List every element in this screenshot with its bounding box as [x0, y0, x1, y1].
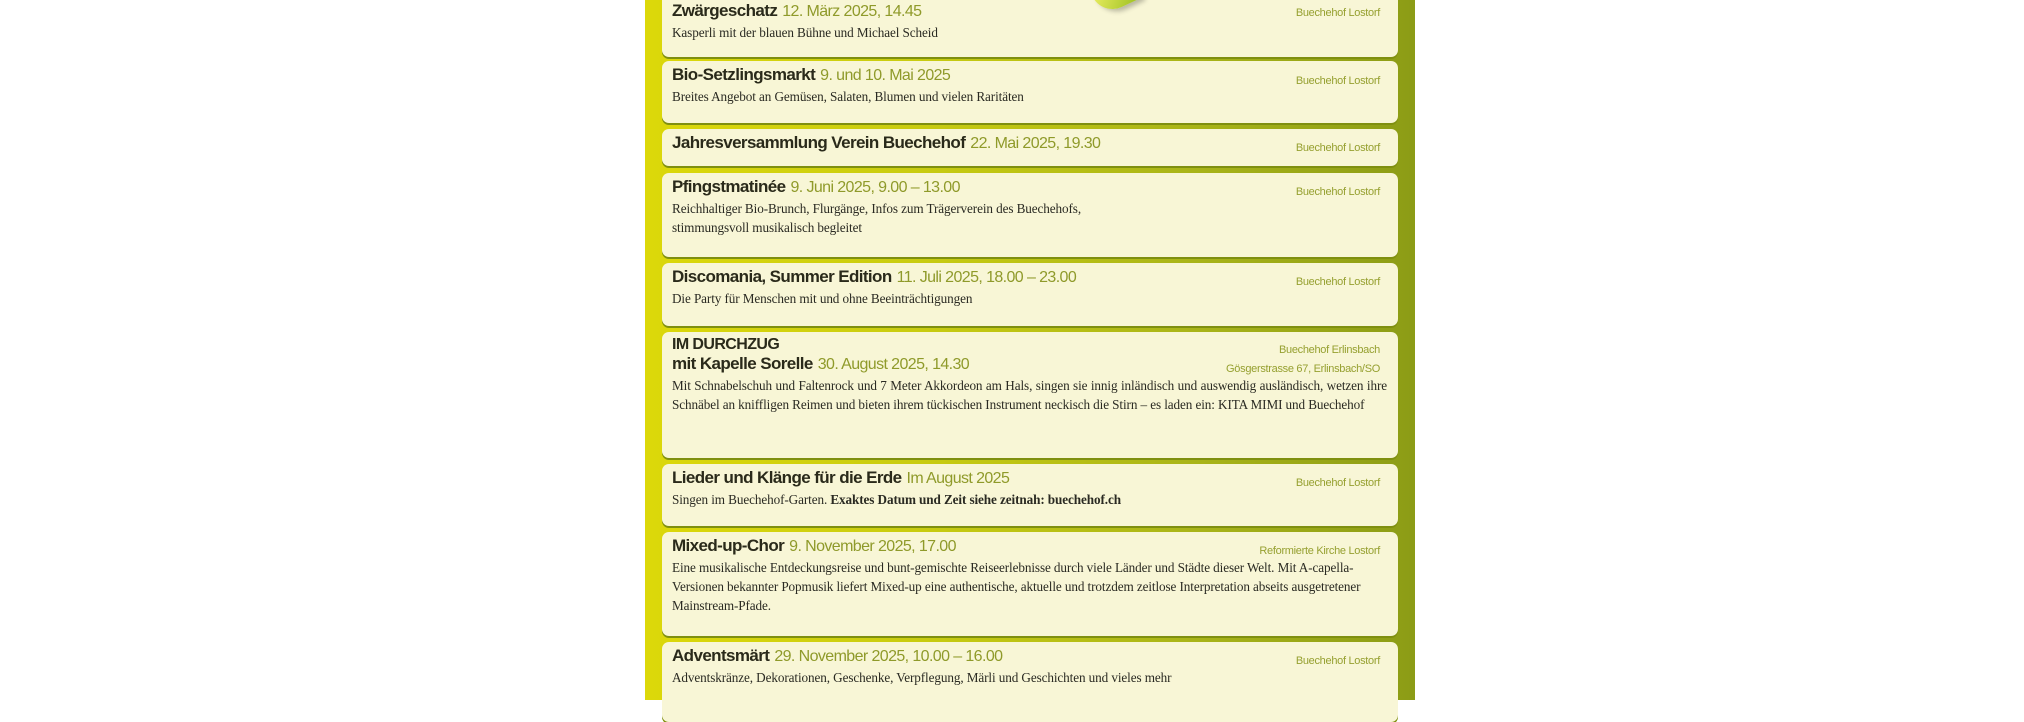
event-card: [662, 642, 1398, 722]
event-card: [662, 173, 1398, 257]
event-location: Buechehof Lostorf: [1295, 142, 1380, 154]
event-location: Buechehof Lostorf: [1295, 7, 1380, 19]
event-title: Lieder und Klänge für die Erde: [672, 468, 902, 487]
event-description: Adventskränze, Dekorationen, Geschenke, Verpflegung, Märli und Geschichten und vieles mehr: [672, 670, 1172, 685]
event-description: Eine musikalische Entdeckungsreise und bunt-gemischte Reiseerlebnisse durch viele Länder und Städte dieser Welt. Mit A-capella-Versionen bekannter Popmusik liefert Mixed-up eine authentische, aktuelle und trotzdem zeitlose Interpretation abseits ausgetretener Mainstream-Pfade.: [672, 560, 1361, 613]
event-card: [662, 263, 1398, 326]
event-date: 29. November 2025, 10.00 – 16.00: [774, 648, 1003, 665]
event-description: Reichhaltiger Bio-Brunch, Flurgänge, Infos zum Trägerverein des Buechehofs, stimmungsvoll musikalisch begleitet: [672, 201, 1082, 235]
event-location: Buechehof Lostorf: [1295, 276, 1380, 288]
event-location: Buechehof Lostorf: [1295, 655, 1380, 667]
event-description: Singen im Buechehof-Garten.: [672, 492, 828, 507]
event-title-line1: IM DURCHZUG: [672, 336, 780, 353]
event-date: Im August 2025: [906, 470, 1010, 487]
event-title: Pfingstmatinée: [672, 177, 786, 196]
event-title: Mixed-up-Chor: [672, 536, 785, 555]
event-date: 12. März 2025, 14.45: [782, 3, 922, 20]
event-title: Discomania, Summer Edition: [672, 267, 892, 286]
event-location: Buechehof Lostorf: [1295, 186, 1380, 198]
event-location: Buechehof Lostorf: [1295, 477, 1380, 489]
event-title: Zwärgeschatz: [672, 1, 778, 20]
event-location: Reformierte Kirche Lostorf: [1259, 545, 1380, 557]
event-card: [662, 61, 1398, 123]
event-website-note: Exaktes Datum und Zeit siehe zeitnah: buechehof.ch: [830, 492, 1121, 507]
event-description: Breites Angebot an Gemüsen, Salaten, Blumen und vielen Raritäten: [672, 89, 1024, 104]
event-card: [662, 532, 1398, 636]
event-description: Mit Schnabelschuh und Faltenrock und 7 Meter Akkordeon am Hals, singen sie innig inländisch und auswendig ausländisch, wetzen ihre Schnäbel an kniffligen Reimen und bieten ihrem tückischen Instrument neckisch die Stirn – es laden ein: KITA MIMI und Buechehof: [672, 378, 1387, 412]
event-description: Kasperli mit der blauen Bühne und Michael Scheid: [672, 25, 938, 40]
event-title: Jahresversammlung Verein Buechehof: [672, 133, 966, 152]
event-card: [662, 129, 1398, 166]
event-card: [662, 332, 1398, 458]
event-location: Buechehof Lostorf: [1295, 75, 1380, 87]
event-date: 9. und 10. Mai 2025: [820, 67, 951, 84]
event-date: 30. August 2025, 14.30: [817, 356, 970, 373]
event-description: Die Party für Menschen mit und ohne Beeinträchtigungen: [672, 291, 973, 306]
event-date: 9. November 2025, 17.00: [789, 538, 956, 555]
event-date: 9. Juni 2025, 9.00 – 13.00: [790, 179, 960, 196]
event-location: Buechehof Erlinsbach: [1278, 344, 1380, 356]
event-card: [662, 464, 1398, 526]
event-card: [662, 0, 1398, 57]
event-title: mit Kapelle Sorelle: [672, 354, 813, 373]
event-date: 11. Juli 2025, 18.00 – 23.00: [896, 269, 1077, 286]
event-date: 22. Mai 2025, 19.30: [970, 135, 1101, 152]
event-title: Bio-Setzlingsmarkt: [672, 65, 816, 84]
event-title: Adventsmärt: [672, 646, 770, 665]
event-address: Gösgerstrasse 67, Erlinsbach/SO: [1226, 363, 1380, 375]
